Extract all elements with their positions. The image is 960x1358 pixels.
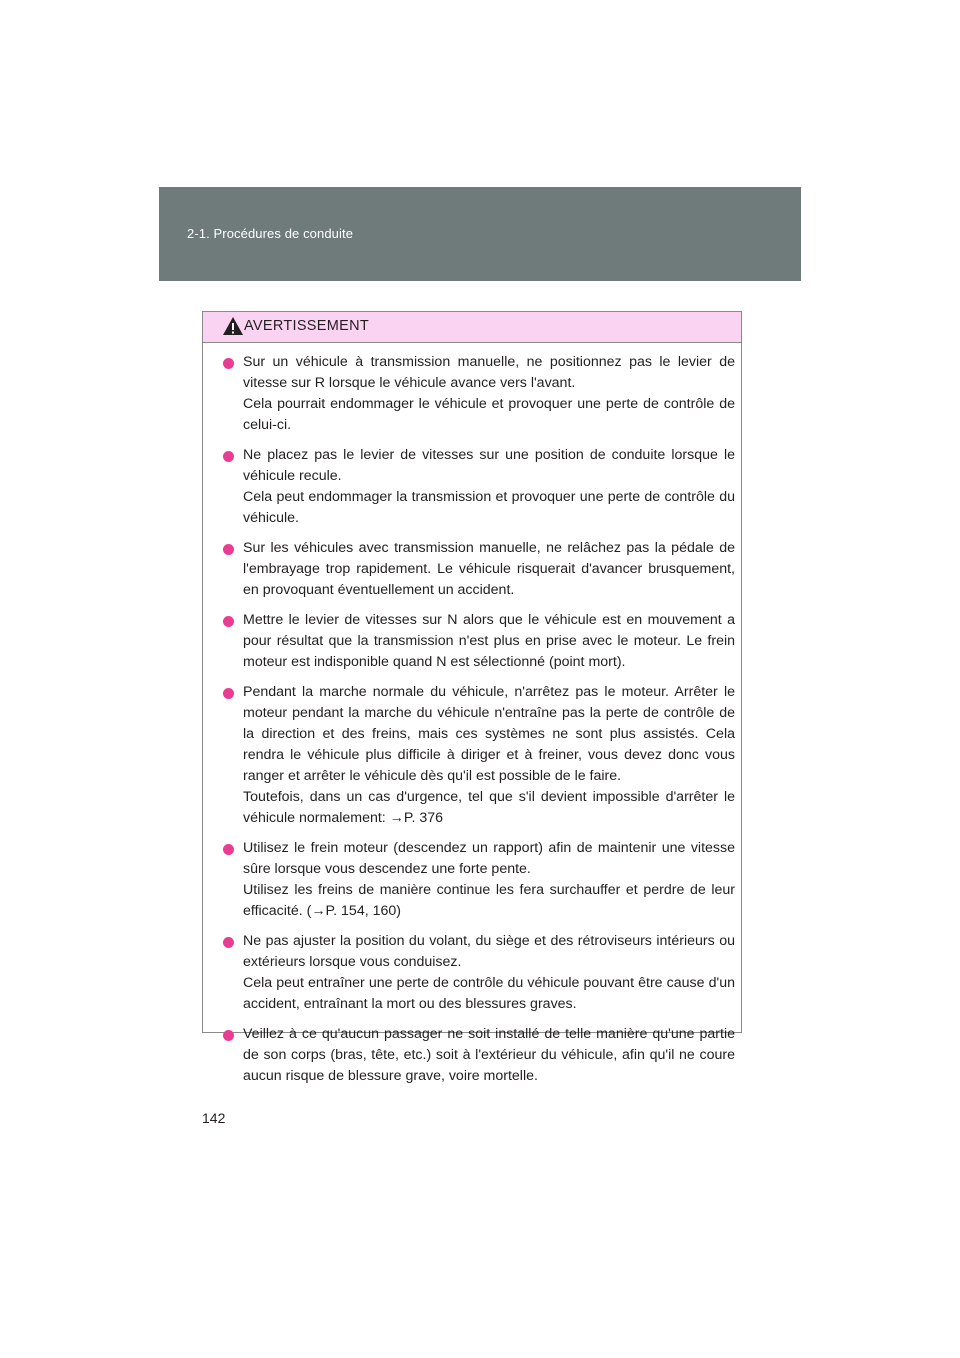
warning-paragraph: Toutefois, dans un cas d'urgence, tel que s'il devient impossible d'arrêter le véhicule normalement: →P. 376 xyxy=(243,789,735,826)
page-number: 142 xyxy=(202,1110,226,1126)
section-title: 2-1. Procédures de conduite xyxy=(187,226,354,241)
warning-paragraph: Sur un véhicule à transmission manuelle, ne positionnez pas le levier de vitesse sur R lorsque le véhicule avance vers l'avant. xyxy=(243,354,735,391)
bullet-circle-icon xyxy=(223,616,234,627)
bullet-circle-icon xyxy=(223,688,234,699)
warning-paragraph: Cela pourrait endommager le véhicule et provoquer une perte de contrôle de celui-ci. xyxy=(243,396,735,433)
bullet-circle-icon xyxy=(223,358,234,369)
warning-paragraph: Veillez à ce qu'aucun passager ne soit installé de telle manière qu'une partie de son corps (bras, tête, etc.) soit à l'extérieur du véhicule, afin qu'il ne coure aucun risque de blessure grave, voire mortelle. xyxy=(243,1026,735,1084)
warning-paragraph: Cela peut endommager la transmission et provoquer une perte de contrôle du véhicule. xyxy=(243,489,735,526)
warning-paragraph: Utilisez les freins de manière continue les fera surchauffer et perdre de leur efficacité. (→P. 154, 160) xyxy=(243,882,735,919)
warning-paragraph: Pendant la marche normale du véhicule, n'arrêtez pas le moteur. Arrêter le moteur pendant la marche du véhicule n'entraîne pas la perte de contrôle de la direction et des freins, mais ces systèmes ne sont plus assistés. Cela rendra le véhicule plus difficile à diriger et à freiner, vous devez donc vous ranger et arrêter le véhicule dès qu'il est possible de le faire. xyxy=(243,684,735,784)
bullet-circle-icon xyxy=(223,844,234,855)
bullet-circle-icon xyxy=(223,937,234,948)
warning-item xyxy=(223,445,735,529)
warning-item xyxy=(223,931,735,1015)
warning-item xyxy=(223,538,735,601)
warning-header xyxy=(203,312,741,343)
warning-paragraph: Mettre le levier de vitesses sur N alors que le véhicule est en mouvement a pour résultat que la transmission n'est plus en prise avec le moteur. Le frein moteur est indisponible quand N est sélectionné (point mort). xyxy=(243,612,735,670)
warning-triangle-icon xyxy=(222,316,244,336)
warning-box xyxy=(202,311,742,1084)
warning-list xyxy=(203,343,741,1087)
warning-item xyxy=(223,682,735,829)
warning-item xyxy=(223,838,735,922)
warning-paragraph: Utilisez le frein moteur (descendez un rapport) afin de maintenir une vitesse sûre lorsque vous descendez une forte pente. xyxy=(243,840,735,877)
bullet-circle-icon xyxy=(223,451,234,462)
warning-item xyxy=(223,610,735,673)
bullet-circle-icon xyxy=(223,1030,234,1041)
warning-title: AVERTISSEMENT xyxy=(244,318,370,334)
warning-paragraph: Ne placez pas le levier de vitesses sur une position de conduite lorsque le véhicule recule. xyxy=(243,447,735,484)
warning-item xyxy=(223,352,735,436)
bullet-circle-icon xyxy=(223,544,234,555)
warning-paragraph: Ne pas ajuster la position du volant, du siège et des rétroviseurs intérieurs ou extérieurs lorsque vous conduisez. xyxy=(243,933,735,970)
warning-item xyxy=(223,1024,735,1087)
warning-paragraph: Sur les véhicules avec transmission manuelle, ne relâchez pas la pédale de l'embrayage trop rapidement. Le véhicule risquerait d'avancer brusquement, en provoquant éventuellement un accident. xyxy=(243,540,735,598)
warning-paragraph: Cela peut entraîner une perte de contrôle du véhicule pouvant être cause d'un accident, entraînant la mort ou des blessures graves. xyxy=(243,975,735,1012)
section-header xyxy=(159,187,801,281)
